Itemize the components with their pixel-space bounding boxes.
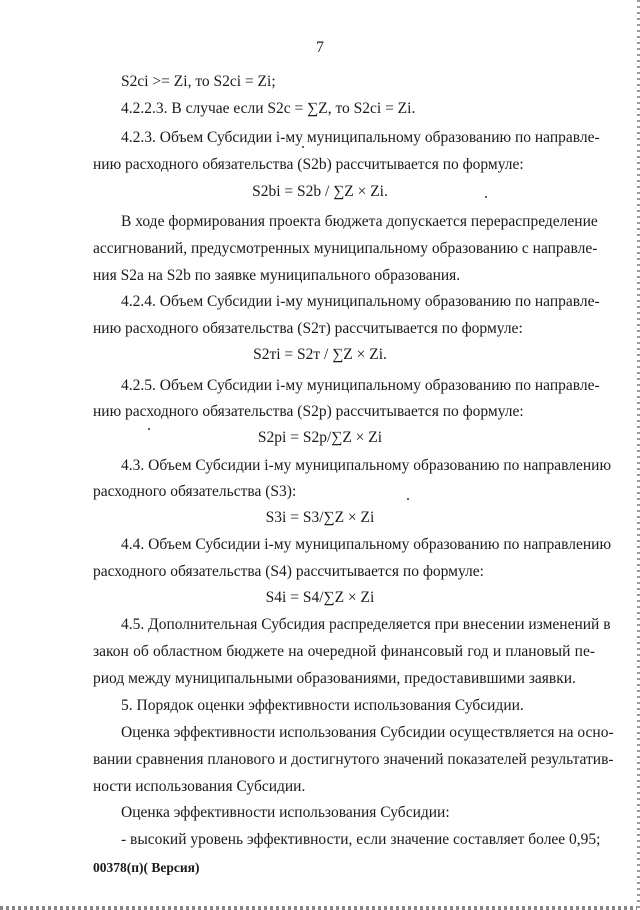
text-line: закон об областном бюджете на очередной финансовый год и плановый пе- <box>93 643 595 660</box>
text-line: ности использования Субсидии. <box>93 778 306 795</box>
text-line: 4.3. Объем Субсидии i-му муниципальному образованию по направлению <box>121 457 612 474</box>
text-line: нию расходного обязательства (S2т) рассчитывается по формуле: <box>93 320 523 337</box>
footer-code: 00378(п)( Версия) <box>93 860 200 875</box>
text-line: Оценка эффективности использования Субсидии: <box>121 804 450 821</box>
scan-speck <box>148 428 150 430</box>
text-line: В ходе формирования проекта бюджета допускается перераспределение <box>121 213 598 230</box>
text-line: нию расходного обязательства (S2р) рассчитывается по формуле: <box>93 403 524 420</box>
text-line: S2ci >= Zi, то S2ci = Zi; <box>121 73 276 90</box>
text-line: 4.2.4. Объем Субсидии i-му муниципальному образованию по направле- <box>121 293 600 310</box>
text-line: 4.2.5. Объем Субсидии i-му муниципальному образованию по направле- <box>121 377 600 394</box>
text-line: вании сравнения планового и достигнутого значений показателей результатив- <box>93 751 614 768</box>
text-line: 4.2.2.3. В случае если S2c = ∑Z, то S2ci = Zi. <box>121 100 416 117</box>
text-line: - высокий уровень эффективности, если значение составляет более 0,95; <box>121 831 601 848</box>
section-heading: 5. Порядок оценки эффективности использования Субсидии. <box>121 697 524 714</box>
text-line: ния S2a на S2b по заявке муниципального образования. <box>93 267 461 284</box>
formula-s2bi: S2bi = S2b / ∑Z × Zi. <box>252 183 388 200</box>
text-line: расходного обязательства (S4) рассчитывается по формуле: <box>93 563 484 580</box>
page-number: 7 <box>316 39 324 56</box>
formula-s3i: S3i = S3/∑Z × Zi <box>265 509 375 526</box>
text-line: 4.4. Объем Субсидии i-му муниципальному образованию по направлению <box>121 536 612 553</box>
text-line: ассигнований, предусмотренных муниципальному образованию с направле- <box>93 240 598 257</box>
scan-speck <box>485 196 487 198</box>
text-line: расходного обязательства (S3): <box>93 483 297 500</box>
scan-edge-bottom <box>0 906 640 910</box>
text-line: риод между муниципальными образованиями, предоставившими заявки. <box>93 670 576 687</box>
text-line: 4.5. Дополнительная Субсидия распределяется при внесении изменений в <box>121 616 611 633</box>
formula-s2ti: S2тi = S2т / ∑Z × Zi. <box>253 346 387 363</box>
formula-s4i: S4i = S4/∑Z × Zi <box>265 589 375 606</box>
text-line: Оценка эффективности использования Субсидии осуществляется на осно- <box>121 724 614 741</box>
formula-s2pi: S2рi = S2р/∑Z × Zi <box>257 429 383 446</box>
scan-speck <box>407 498 409 500</box>
text-line: нию расходного обязательства (S2b) рассчитывается по формуле: <box>93 156 524 173</box>
text-line: 4.2.3. Объем Субсидии i-му муниципальному образованию по направле- <box>121 129 600 146</box>
scan-speck <box>302 146 304 148</box>
